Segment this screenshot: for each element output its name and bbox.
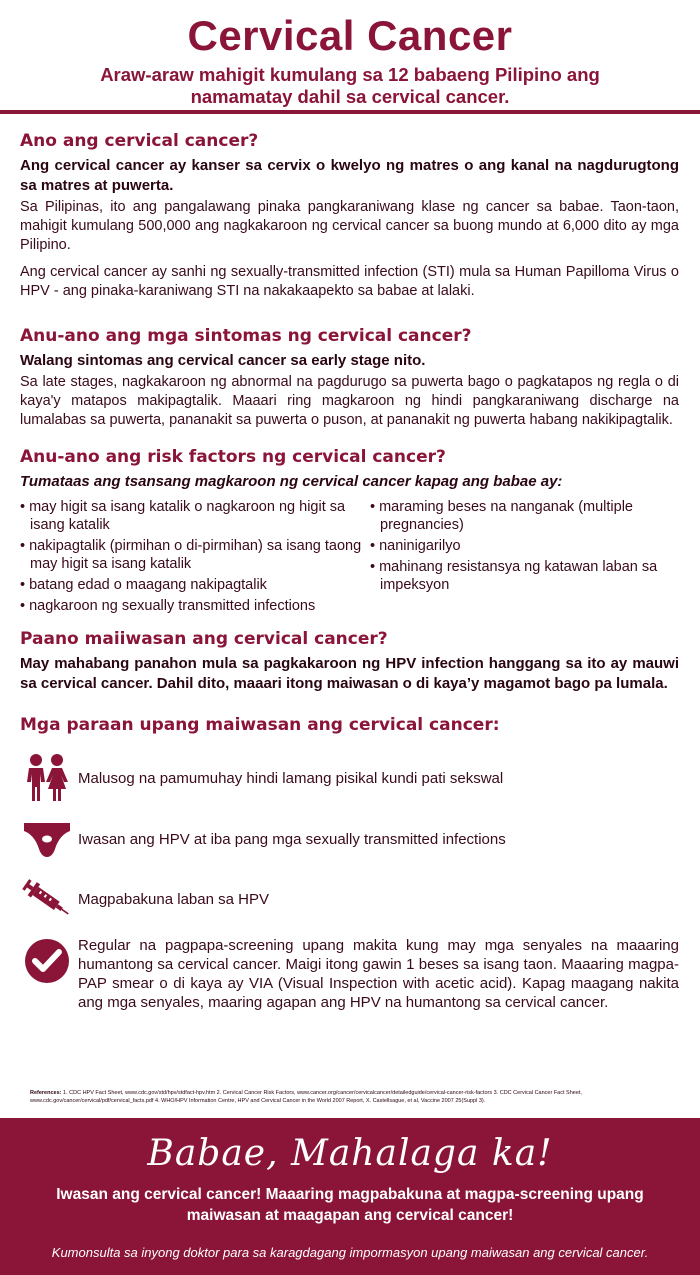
- footer-banner: [0, 1118, 700, 1275]
- section-lead: Tumataas ang tsansang magkaroon ng cervical cancer kapag ang babae ay:: [20, 473, 563, 490]
- section-heading: Paano maiiwasan ang cervical cancer?: [20, 629, 388, 649]
- prevention-text: Iwasan ang HPV at iba pang mga sexually transmitted infections: [78, 830, 506, 848]
- references: [30, 1089, 680, 1105]
- underwear-icon: [20, 819, 74, 859]
- section-ways: [20, 714, 679, 1012]
- section-symptoms: [20, 325, 679, 430]
- section-risks: [20, 446, 679, 618]
- prevention-item: [20, 814, 679, 864]
- section-lead: Walang sintomas ang cervical cancer sa early stage nito.: [20, 352, 426, 369]
- risk-factor-list: [20, 498, 679, 618]
- list-item: • naninigarilyo: [370, 538, 461, 554]
- page-title: Cervical Cancer: [187, 12, 513, 59]
- list-item: • nagkaroon ng sexually transmitted infections: [20, 598, 316, 614]
- list-item: • maraming beses na nanganak (multiple pregnancies): [370, 499, 633, 533]
- list-item: • batang edad o maagang nakipagtalik: [20, 577, 267, 593]
- list-item: • nakipagtalik (pirmihan o di-pirmihan) sa isang taong may higit sa isang katalik: [20, 538, 362, 572]
- list-item: • mahinang resistansya ng katawan laban sa impeksyon: [370, 559, 658, 593]
- checkmark-icon: [20, 936, 74, 984]
- page-subtitle: Araw-araw mahigit kumulang sa 12 babaeng Pilipino ang namamatay dahil sa cervical cancer.: [100, 64, 600, 107]
- prevention-item: [20, 936, 679, 1012]
- risk-column-right: [370, 498, 679, 618]
- section-lead: May mahabang panahon mula sa pagkakaroon ng HPV infection hanggang sa ito ay mauwi sa cervical cancer. Dahil dito, maaari itong maiwasan o di kaya’y magamot bago pa lumala.: [20, 655, 679, 692]
- references-label: References:: [30, 1090, 62, 1096]
- footer-message: Iwasan ang cervical cancer! Maaaring magpabakuna at magpa-screening upang maiwasan at maagapan ang cervical cancer!: [56, 1186, 644, 1224]
- footer-note: Kumonsulta sa inyong doktor para sa karagdagang impormasyon upang maiwasan ang cervical cancer.: [51, 1245, 649, 1260]
- risk-column-left: [20, 498, 370, 618]
- prevention-text: Regular na pagpapa-screening upang makita kung may mga senyales na maaaring humantong sa cervical cancer. Maigi itong gawin 1 beses sa isang taon. Maaaring magpa-PAP smear o di kaya ay VIA (Visual Inspection with acetic acid). Kapag maagang nakita ang mga senyales, maaring agapan ang HPV na humantong sa cervical cancer.: [78, 937, 679, 1011]
- prevention-text: Malusog na pamumuhay hindi lamang pisikal kundi pati sekswal: [78, 769, 504, 787]
- section-paragraph: Sa Pilipinas, ito ang pangalawang pinaka pangkaraniwang klase ng cancer sa babae. Taon-taon, mahigit kumulang 500,000 ang nagkakaroon ng cervical cancer sa buong mundo at 6,000 dito ay mga Pilipino.: [20, 199, 679, 253]
- section-heading: Mga paraan upang maiwasan ang cervical cancer:: [20, 715, 500, 735]
- header-divider: [0, 110, 700, 114]
- header: [0, 0, 700, 112]
- section-lead: Ang cervical cancer ay kanser sa cervix o kwelyo ng matres o ang kanal na nagdurugtong sa matres at puwerta.: [20, 157, 679, 194]
- list-item: • may higit sa isang katalik o nagkaroon ng higit sa isang katalik: [20, 499, 346, 533]
- references-text: 1. CDC HPV Fact Sheet, www.cdc.gov/std/hpv/stdfact-hpv.htm 2. Cervical Cancer Risk Factors, www.cancer.org/cancer/cervicalcancer/detailedguide/cervical-cancer-risk-factors 3. CDC Cervical Cancer Fact Sheet, www.cdc.gov/cancer/cervical/pdf/cervical_facts.pdf 4. WHO/HPV Information Centre, HPV and Cervical Cancer in the World 2007 Report, X. Castellsague, et al, Vaccine 2007 25(Suppl 3).: [30, 1090, 582, 1104]
- section-paragraph: Sa late stages, nagkakaroon ng abnormal na pagdurugo sa puwerta bago o pagkatapos ng regla o di kaya'y matapos makipagtalik. Maaari ring magkaroon ng hindi pangkaraniwang discharge na lumalabas sa puwerta, pananakit sa puwerta o puson, at pananakit ng puwerta habang nakikipagtalik.: [20, 374, 679, 428]
- section-heading: Ano ang cervical cancer?: [20, 131, 259, 151]
- main-content: [20, 128, 679, 1012]
- section-what: [20, 130, 679, 301]
- section-heading: Anu-ano ang mga sintomas ng cervical cancer?: [20, 326, 472, 346]
- section-paragraph: Ang cervical cancer ay sanhi ng sexually-transmitted infection (STI) mula sa Human Papilloma Virus o HPV - ang pinaka-karaniwang STI na nakakaapekto sa babae at lalaki.: [20, 264, 679, 299]
- footer-slogan: Babae, Mahalaga ka!: [147, 1133, 553, 1174]
- section-prevent: [20, 628, 679, 694]
- section-heading: Anu-ano ang risk factors ng cervical cancer?: [20, 447, 446, 467]
- prevention-item: [20, 752, 679, 804]
- syringe-icon: [20, 877, 74, 921]
- prevention-item: [20, 874, 679, 924]
- prevention-text: Magpabakuna laban sa HPV: [78, 890, 269, 908]
- couple-icon: [20, 753, 74, 803]
